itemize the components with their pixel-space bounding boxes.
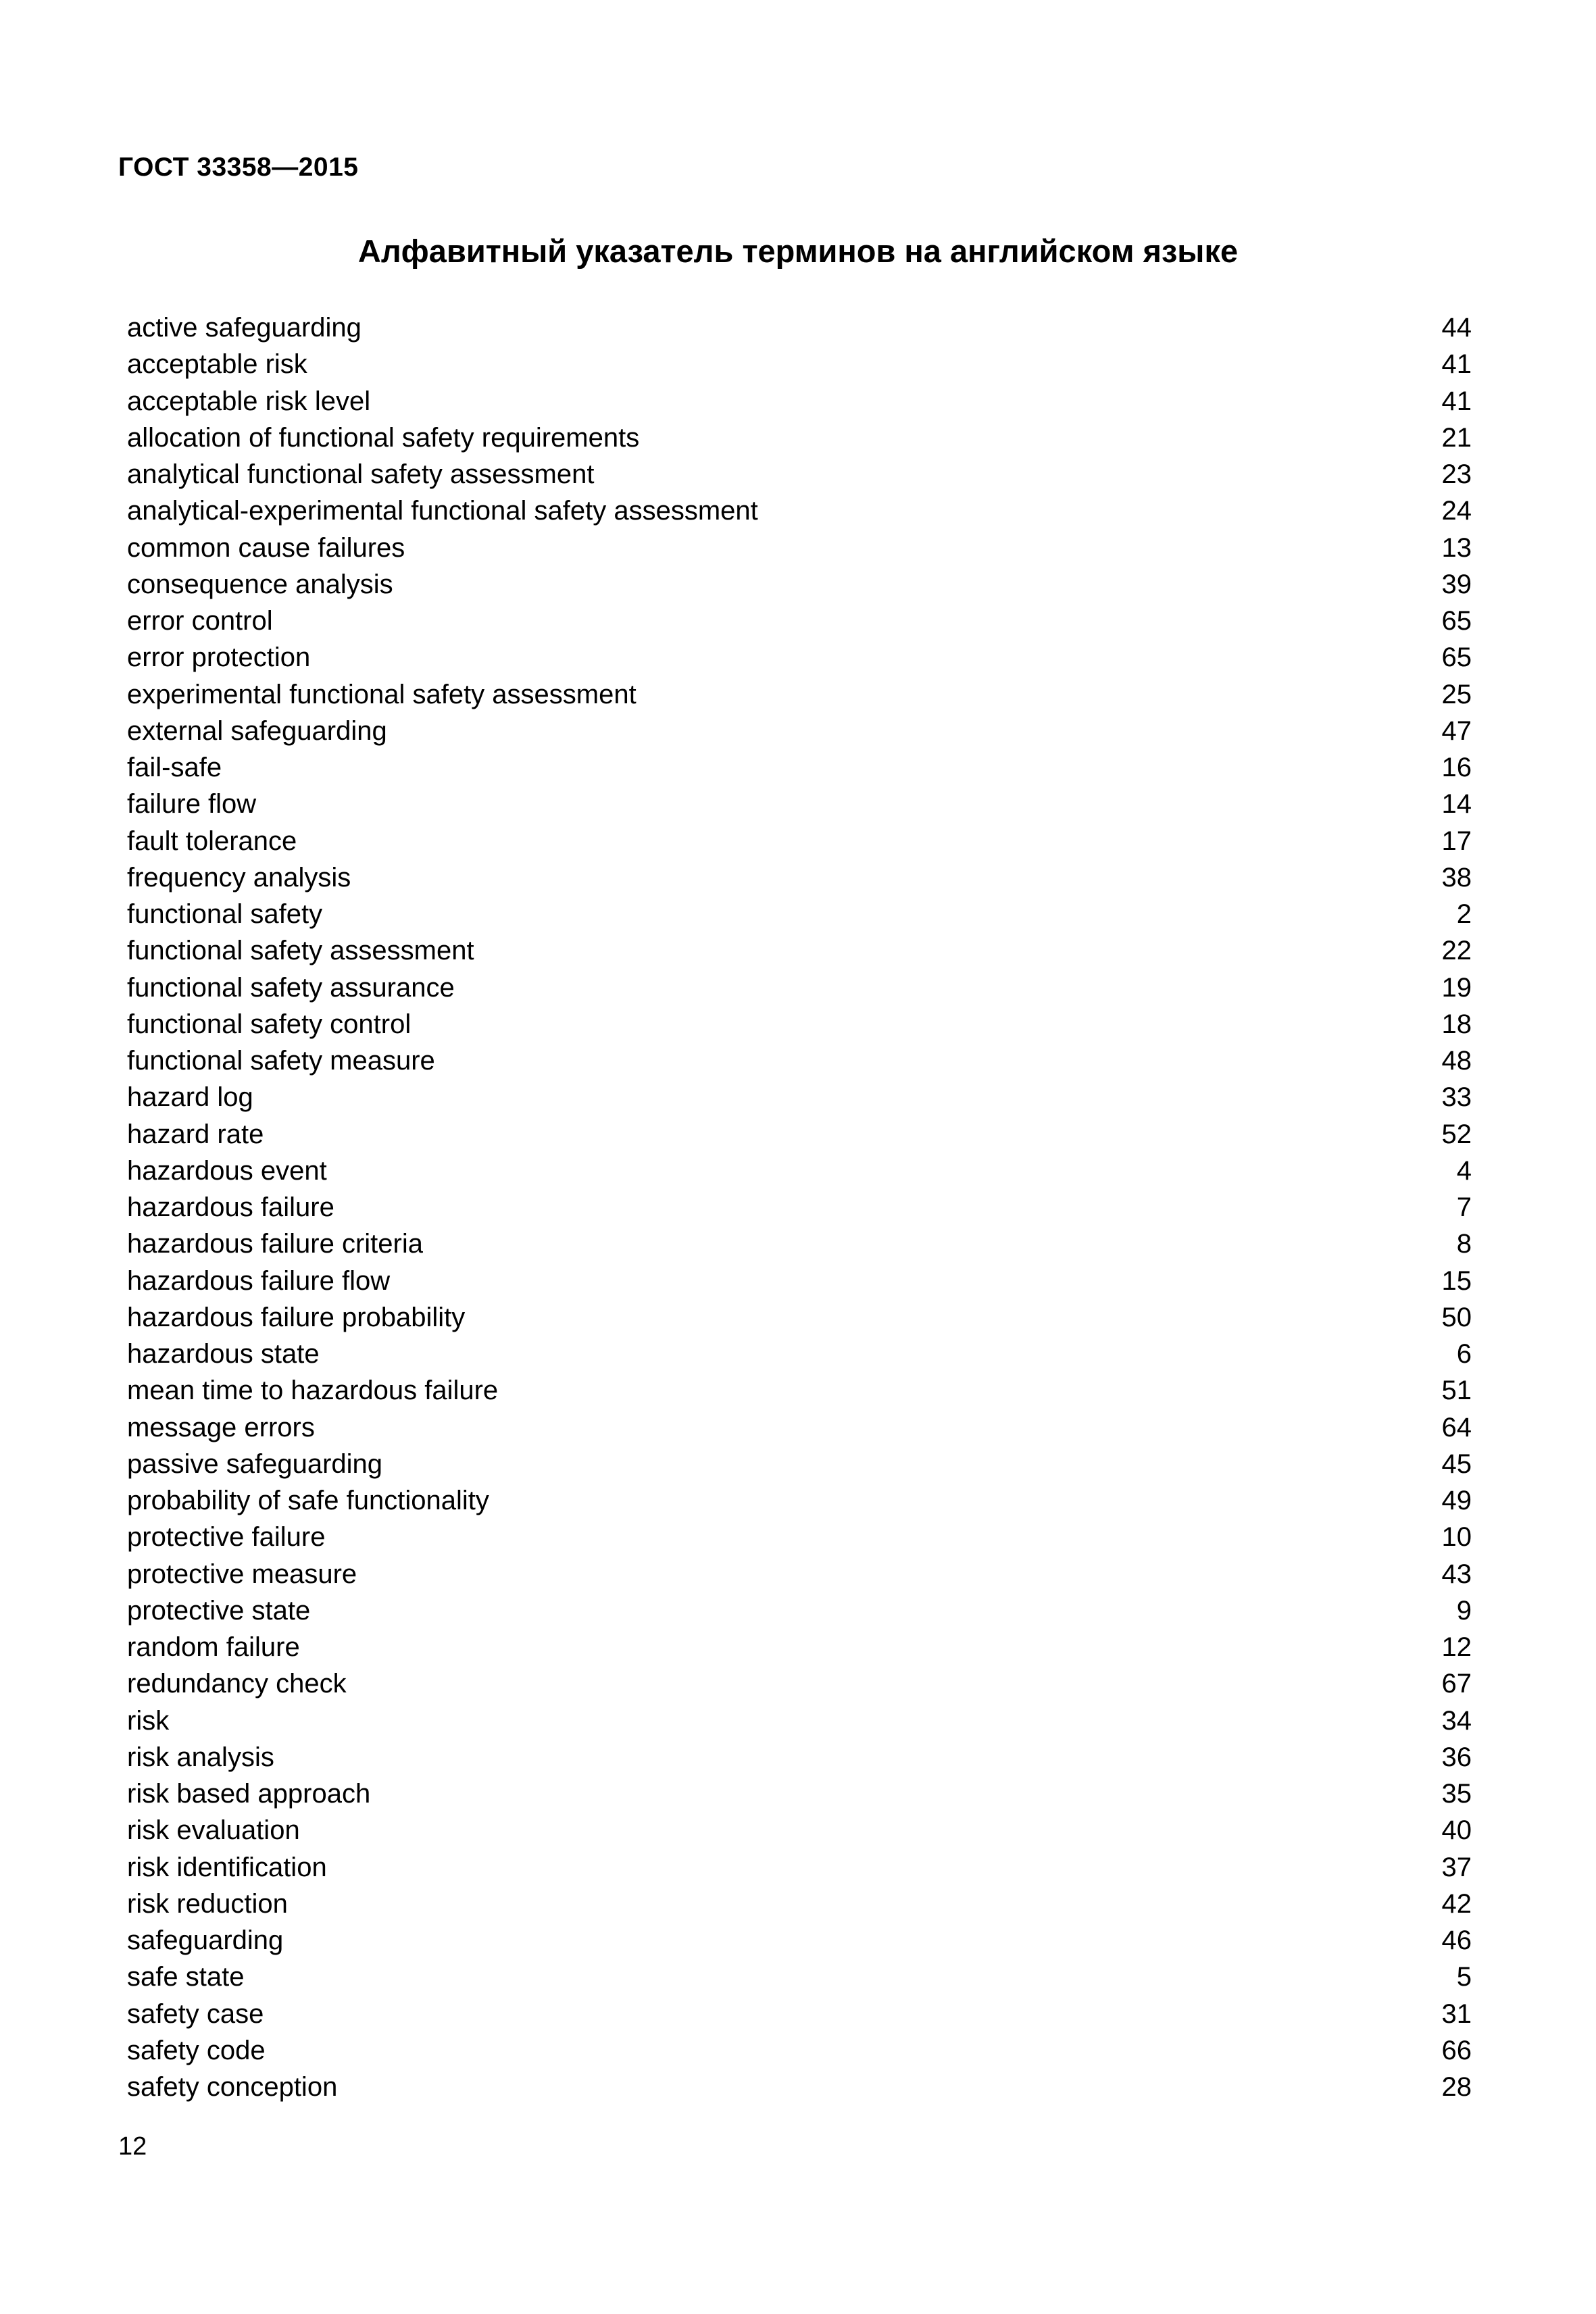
index-entry (127, 493, 1472, 529)
index-term: message errors (127, 1412, 315, 1442)
index-term-number: 41 (1441, 386, 1472, 416)
index-entry (127, 1446, 1472, 1482)
index-term-number: 52 (1441, 1119, 1472, 1149)
index-entry (127, 566, 1472, 603)
index-term: analytical functional safety assessment (127, 459, 595, 489)
index-term: risk based approach (127, 1779, 371, 1809)
index-term-number: 23 (1441, 459, 1472, 489)
index-term: consequence analysis (127, 569, 393, 599)
index-entry (127, 1996, 1472, 2032)
index-term-number: 21 (1441, 422, 1472, 453)
index-term: hazardous failure flow (127, 1265, 391, 1296)
index-term-number: 38 (1441, 862, 1472, 892)
index-entry (127, 749, 1472, 786)
index-term-number: 33 (1441, 1082, 1472, 1113)
index-entry (127, 639, 1472, 676)
index-entry (127, 1372, 1472, 1409)
index-term: hazardous failure criteria (127, 1229, 423, 1259)
index-term: mean time to hazardous failure (127, 1376, 499, 1406)
index-entry (127, 1812, 1472, 1848)
index-entry (127, 383, 1472, 420)
index-entry (127, 530, 1472, 566)
index-entry (127, 603, 1472, 639)
index-term-number: 9 (1456, 1595, 1472, 1626)
index-term: safe state (127, 1962, 245, 1992)
index-term-number: 15 (1441, 1265, 1472, 1296)
index-entry (127, 1079, 1472, 1115)
index-entry (127, 1849, 1472, 1886)
index-entry (127, 1922, 1472, 1959)
index-term-number: 22 (1441, 936, 1472, 966)
index-entry (127, 1299, 1472, 1336)
index-term: experimental functional safety assessment (127, 679, 637, 709)
index-term-number: 7 (1456, 1192, 1472, 1222)
index-term-number: 41 (1441, 349, 1472, 380)
index-entry (127, 309, 1472, 346)
document-header: ГОСТ 33358—2015 (118, 153, 359, 182)
index-entry (127, 456, 1472, 493)
index-term: hazardous failure probability (127, 1302, 466, 1332)
index-term-number: 43 (1441, 1559, 1472, 1589)
index-term: external safeguarding (127, 715, 387, 746)
index-entry (127, 1263, 1472, 1299)
term-index-list (127, 309, 1472, 2105)
index-entry (127, 859, 1472, 896)
index-term-number: 13 (1441, 532, 1472, 563)
index-entry (127, 970, 1472, 1006)
index-term: error protection (127, 643, 311, 673)
index-entry (127, 1776, 1472, 1812)
index-term-number: 35 (1441, 1779, 1472, 1809)
index-entry (127, 713, 1472, 749)
index-term-number: 46 (1441, 1926, 1472, 1955)
index-entry (127, 346, 1472, 382)
index-entry (127, 1006, 1472, 1042)
index-term: functional safety assessment (127, 936, 474, 966)
index-term: acceptable risk level (127, 386, 371, 416)
index-term-number: 19 (1441, 972, 1472, 1003)
index-term: redundancy check (127, 1669, 347, 1699)
index-term-number: 49 (1441, 1486, 1472, 1515)
index-entry (127, 1519, 1472, 1555)
index-entry (127, 2069, 1472, 2105)
index-entry (127, 1153, 1472, 1189)
index-term-number: 67 (1441, 1669, 1472, 1699)
index-entry (127, 1336, 1472, 1372)
index-term-number: 8 (1456, 1229, 1472, 1259)
index-term: risk evaluation (127, 1815, 300, 1846)
index-term: functional safety measure (127, 1046, 435, 1076)
index-term: acceptable risk (127, 349, 307, 380)
index-term: hazardous state (127, 1339, 320, 1369)
index-term: risk (127, 1705, 170, 1736)
index-term-number: 25 (1441, 679, 1472, 709)
index-term: failure flow (127, 789, 257, 820)
index-term: hazard log (127, 1082, 253, 1113)
index-entry (127, 2032, 1472, 2069)
index-term-number: 51 (1441, 1376, 1472, 1406)
index-entry (127, 1042, 1472, 1079)
index-term: protective measure (127, 1559, 357, 1589)
index-term: protective failure (127, 1522, 326, 1553)
index-term-number: 5 (1456, 1962, 1472, 1992)
index-term: safeguarding (127, 1926, 284, 1955)
index-entry (127, 932, 1472, 969)
index-term: random failure (127, 1632, 300, 1662)
index-term-number: 16 (1441, 753, 1472, 782)
index-term: hazard rate (127, 1119, 264, 1149)
index-entry (127, 1739, 1472, 1776)
index-term: analytical-experimental functional safety assessment (127, 496, 758, 526)
index-entry (127, 786, 1472, 822)
index-entry (127, 1116, 1472, 1153)
index-term-number: 28 (1441, 2072, 1472, 2102)
index-term: risk analysis (127, 1742, 274, 1772)
index-term: allocation of functional safety requirements (127, 422, 640, 453)
index-term: functional safety assurance (127, 972, 455, 1003)
index-term-number: 10 (1441, 1522, 1472, 1553)
index-term: safety code (127, 2035, 266, 2065)
index-term: protective state (127, 1595, 311, 1626)
index-term-number: 44 (1441, 313, 1472, 343)
index-term-number: 17 (1441, 826, 1472, 856)
index-entry (127, 1665, 1472, 1702)
index-term-number: 48 (1441, 1046, 1472, 1076)
index-term-number: 65 (1441, 606, 1472, 636)
index-entry (127, 676, 1472, 713)
page-title: Алфавитный указатель терминов на английском языке (357, 233, 1239, 269)
index-term-number: 36 (1441, 1742, 1472, 1772)
index-term-number: 50 (1441, 1302, 1472, 1332)
index-term-number: 12 (1441, 1632, 1472, 1662)
index-term-number: 64 (1441, 1412, 1472, 1442)
page-number: 12 (118, 2132, 147, 2161)
index-term: risk identification (127, 1852, 327, 1882)
index-entry (127, 823, 1472, 859)
index-entry (127, 1592, 1472, 1629)
index-entry (127, 420, 1472, 456)
index-term: fail-safe (127, 753, 222, 782)
index-entry (127, 1703, 1472, 1739)
index-term-number: 39 (1441, 569, 1472, 599)
index-term-number: 4 (1456, 1155, 1472, 1186)
index-term-number: 24 (1441, 496, 1472, 526)
index-term: error control (127, 606, 273, 636)
index-term-number: 31 (1441, 1998, 1472, 2029)
index-term-number: 2 (1456, 899, 1472, 929)
index-term-number: 65 (1441, 643, 1472, 673)
index-entry (127, 1226, 1472, 1262)
index-term-number: 40 (1441, 1815, 1472, 1846)
index-entry (127, 1556, 1472, 1592)
index-term: functional safety (127, 899, 323, 929)
index-term: functional safety control (127, 1009, 412, 1039)
index-entry (127, 1189, 1472, 1226)
index-term: hazardous failure (127, 1192, 334, 1222)
index-term-number: 18 (1441, 1009, 1472, 1039)
index-term-number: 45 (1441, 1449, 1472, 1479)
index-term-number: 34 (1441, 1705, 1472, 1736)
index-term-number: 47 (1441, 715, 1472, 746)
index-term: safety conception (127, 2072, 338, 2102)
index-term: passive safeguarding (127, 1449, 383, 1479)
index-entry (127, 1482, 1472, 1519)
index-term: risk reduction (127, 1888, 288, 1919)
index-entry (127, 1886, 1472, 1922)
index-term-number: 6 (1456, 1339, 1472, 1369)
index-term: probability of safe functionality (127, 1486, 489, 1515)
index-term: hazardous event (127, 1155, 327, 1186)
index-entry (127, 896, 1472, 932)
index-term-number: 66 (1441, 2035, 1472, 2065)
index-entry (127, 1409, 1472, 1446)
index-term: common cause failures (127, 532, 405, 563)
index-term-number: 14 (1441, 789, 1472, 820)
index-term: fault tolerance (127, 826, 297, 856)
index-entry (127, 1959, 1472, 1995)
index-entry (127, 1629, 1472, 1665)
index-term: active safeguarding (127, 313, 361, 343)
index-term-number: 42 (1441, 1888, 1472, 1919)
index-term: safety case (127, 1998, 264, 2029)
index-term-number: 37 (1441, 1852, 1472, 1882)
index-term: frequency analysis (127, 862, 351, 892)
